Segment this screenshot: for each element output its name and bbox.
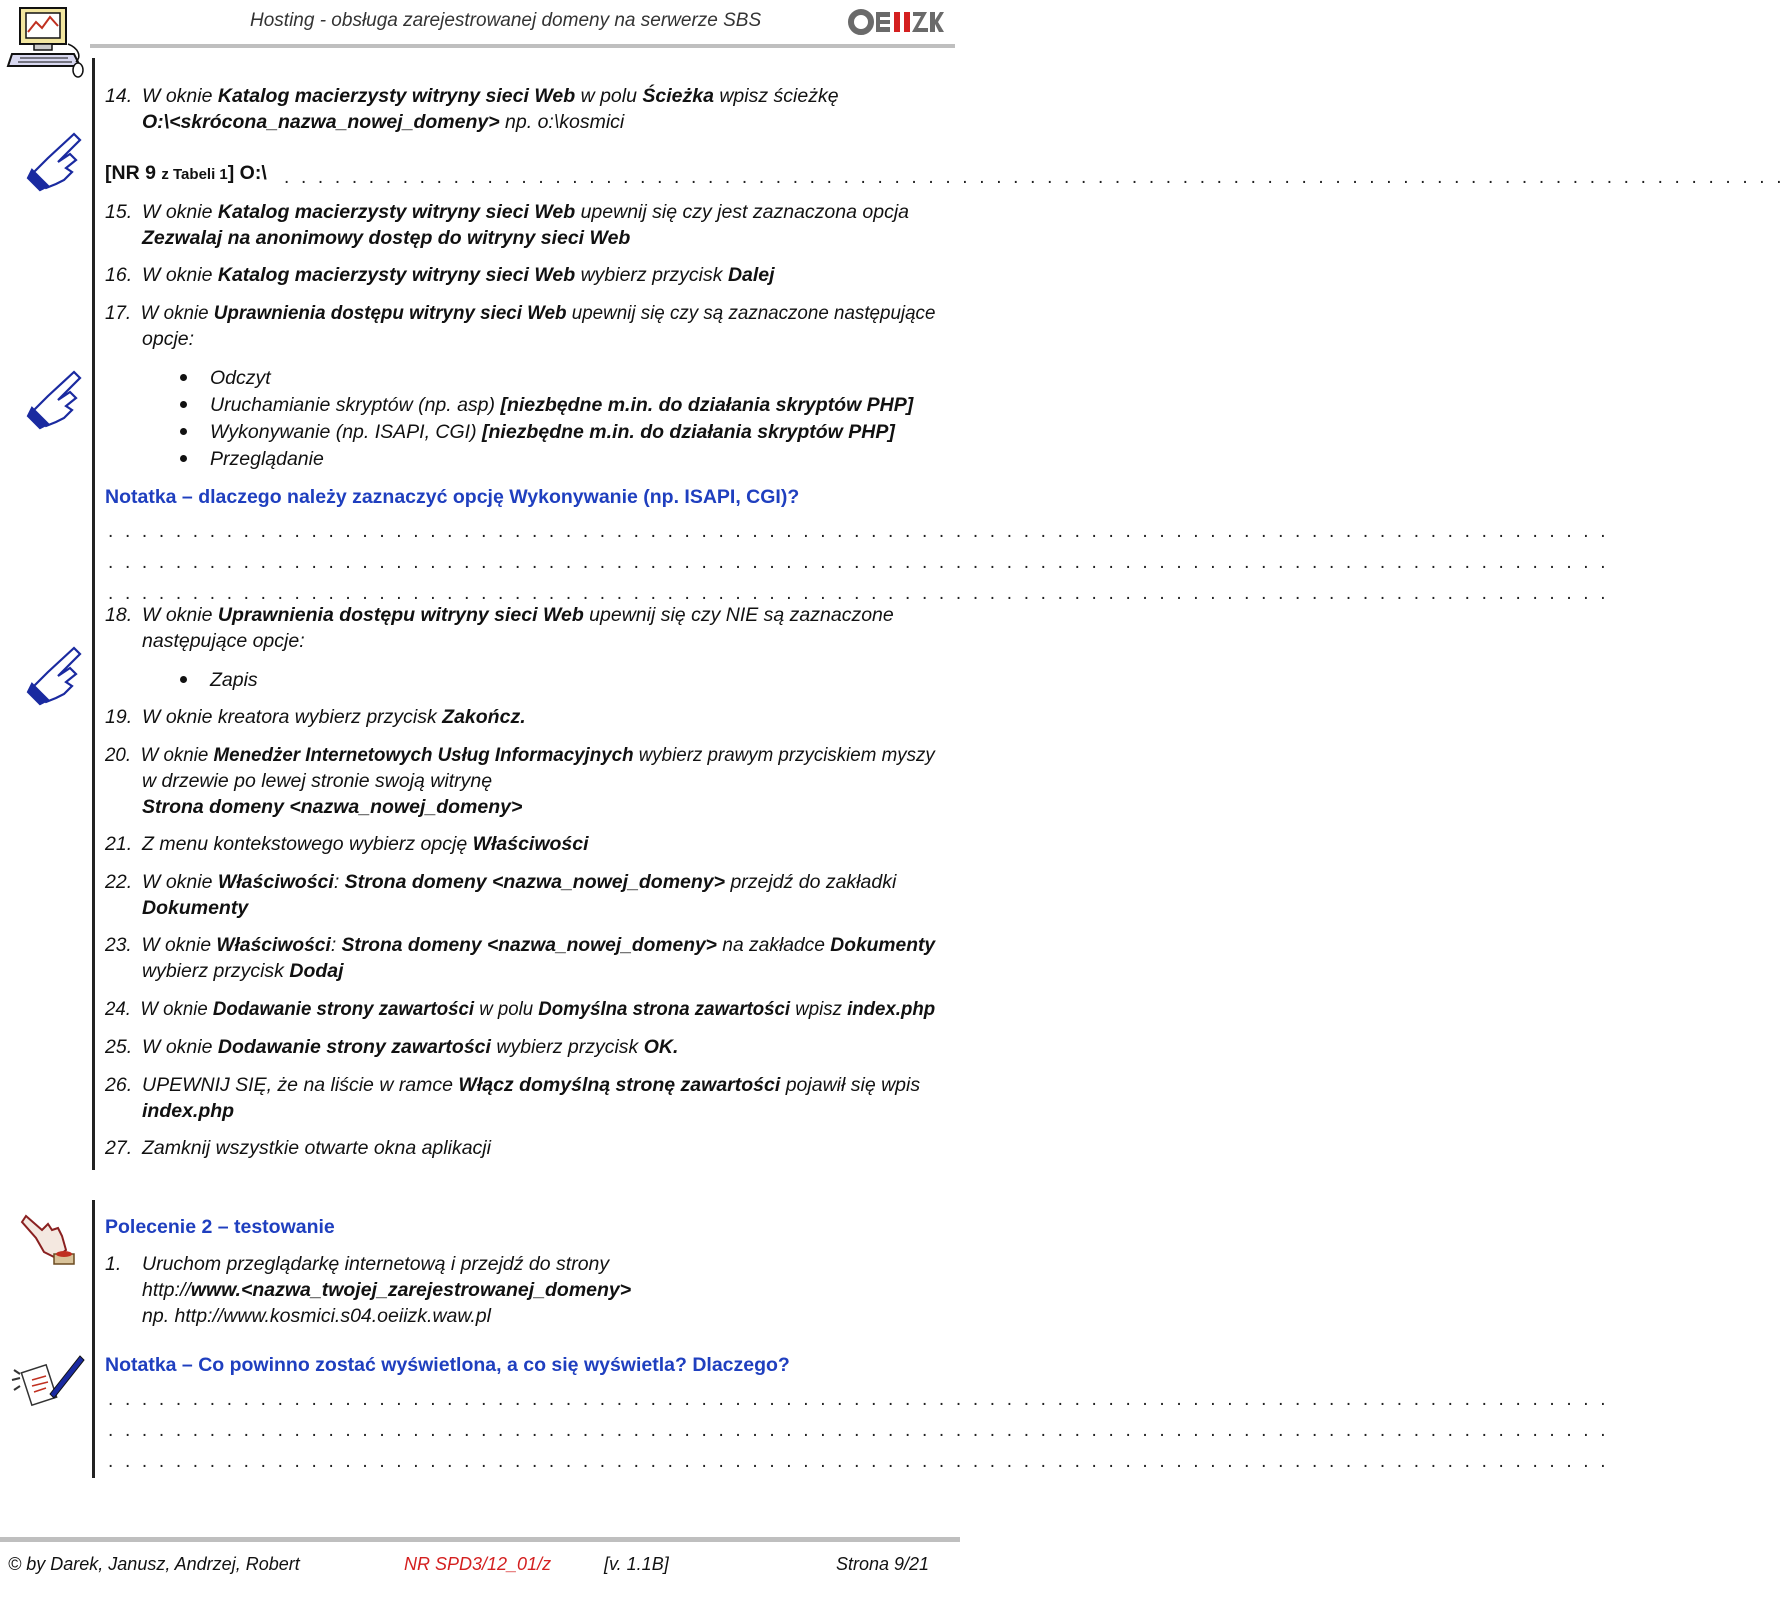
button-name: Dalej [727, 264, 775, 286]
window-name: Uprawnienia dostępu witryny sieci Web [217, 604, 584, 626]
option-item [210, 446, 324, 472]
button-name: Dodaj [289, 960, 344, 982]
text: upewnij się czy jest zaznaczona opcja [575, 201, 909, 223]
bullet [180, 374, 187, 381]
note-required: [niezbędne m.in. do działania skryptów PHP] [482, 421, 895, 443]
step-number: 24. [105, 998, 131, 1020]
step-number: 25. [105, 1036, 133, 1058]
text: http:// [142, 1279, 191, 1301]
step-number: 14. [105, 85, 133, 107]
bullet [180, 455, 187, 462]
answer-dots: . . . . . . . . . . . . . . . . . . . . . . . . . . . . . . . . . . . . . . . . . . . . . . . . . . . . . . . . . . . . . . . . . . . . . . . . . . . . . . . . . . . . . . . . . [108, 583, 1609, 604]
nr-table-ref: z Tabeli 1 [161, 166, 228, 183]
window-name: Katalog macierzysty witryny sieci Web [217, 85, 576, 107]
section-bar [92, 1200, 95, 1478]
step-16 [105, 262, 775, 288]
text: W oknie kreatora wybierz przycisk [142, 706, 443, 728]
step-14 [105, 83, 839, 109]
option-item [210, 365, 271, 391]
step-25 [105, 1034, 678, 1060]
step-23 [105, 932, 935, 958]
button-name: OK. [643, 1036, 679, 1058]
step-number: 21. [105, 833, 133, 855]
task-2-step-1-line3: np. http://www.kosmici.s04.oeiizk.waw.pl [142, 1305, 491, 1327]
text: UPEWNIJ SIĘ, że na liście w ramce [142, 1074, 459, 1096]
answer-dots: . . . . . . . . . . . . . . . . . . . . . . . . . . . . . . . . . . . . . . . . . . . . . . . . . . . . . . . . . . . . . . . . . . . . . . . . . . . . . . . . . . . . . . . . . [108, 552, 1609, 573]
text: pojawił się wpis [780, 1074, 921, 1096]
text: np. o:\kosmici [499, 111, 625, 133]
step-14-line2 [142, 109, 624, 135]
text: upewnij się czy NIE są zaznaczone [583, 604, 894, 626]
window-name: Katalog macierzysty witryny sieci Web [217, 264, 576, 286]
window-name: Właściwości [216, 934, 331, 956]
step-20-line3 [142, 794, 522, 820]
text: W oknie [140, 744, 214, 766]
bullet [180, 428, 187, 435]
hand-pressing-button-icon [18, 1208, 80, 1275]
step-22-line2 [142, 895, 248, 921]
option-item [210, 392, 913, 418]
text: Zamknij wszystkie otwarte okna aplikacji [142, 1137, 491, 1159]
step-20 [105, 742, 935, 768]
answer-dots: . . . . . . . . . . . . . . . . . . . . . . . . . . . . . . . . . . . . . . . . . . . . . . . . . . . . . . . . . . . . . . . . . . . . . . . . . . . . . . . . . . . . . . . . . [284, 167, 1785, 188]
step-number: 17. [105, 302, 132, 324]
footer-authors: © by Darek, Janusz, Andrzej, Robert [8, 1554, 300, 1574]
text: wpisz ścieżkę [713, 85, 839, 107]
nr-path: ] O:\ [227, 162, 267, 184]
path-value: O:\<skrócona_nazwa_nowej_domeny> [142, 111, 500, 133]
text: W oknie [141, 934, 217, 956]
site-name: Strona domeny <nazwa_nowej_domeny> [344, 871, 726, 893]
header-rule [90, 44, 955, 48]
text: Uruchamianie skryptów (np. asp) [210, 394, 501, 416]
window-name: Uprawnienia dostępu witryny sieci Web [213, 302, 567, 324]
answer-dots: . . . . . . . . . . . . . . . . . . . . . . . . . . . . . . . . . . . . . . . . . . . . . . . . . . . . . . . . . . . . . . . . . . . . . . . . . . . . . . . . . . . . . . . . . [108, 521, 1609, 542]
step-number: 18. [105, 604, 133, 626]
step-number: 26. [105, 1074, 133, 1096]
window-name: Menedżer Internetowych Usług Informacyjnych [213, 744, 634, 766]
step-15-line2 [142, 225, 630, 251]
button-name: Zakończ. [442, 706, 526, 728]
step-number: 1. [105, 1253, 122, 1275]
option-item: Zapis [210, 669, 258, 691]
document-header-title: Hosting - obsługa zarejestrowanej domeny na serwerze SBS [250, 10, 762, 31]
task-2-step-1-line2 [142, 1277, 631, 1303]
text: W oknie [142, 604, 218, 626]
step-18 [105, 602, 894, 628]
nr-label: [NR 9 [105, 162, 162, 184]
text: : [330, 934, 342, 956]
text: Uruchom przeglądarkę internetową i przejdź do strony [142, 1253, 610, 1275]
field-name: Domyślna strona zawartości [538, 998, 791, 1020]
window-name: Dodawanie strony zawartości [212, 998, 475, 1020]
answer-dots: . . . . . . . . . . . . . . . . . . . . . . . . . . . . . . . . . . . . . . . . . . . . . . . . . . . . . . . . . . . . . . . . . . . . . . . . . . . . . . . . . . . . . . . . . [108, 1451, 1609, 1472]
step-number: 20. [105, 744, 132, 766]
nr-answer-line [105, 160, 267, 188]
frame-name: Włącz domyślną stronę zawartości [458, 1074, 781, 1096]
bullet [180, 676, 187, 683]
step-23-line2 [142, 958, 344, 984]
step-number: 22. [105, 871, 133, 893]
writing-pen-note-icon [10, 1350, 86, 1417]
bullet [180, 401, 187, 408]
footer-page-number: Strona 9/21 [836, 1554, 930, 1574]
step-21 [105, 831, 589, 857]
text: przejdź do zakładki [725, 871, 897, 893]
option-item [210, 419, 895, 445]
answer-dots: . . . . . . . . . . . . . . . . . . . . . . . . . . . . . . . . . . . . . . . . . . . . . . . . . . . . . . . . . . . . . . . . . . . . . . . . . . . . . . . . . . . . . . . . . [108, 1389, 1609, 1410]
note-heading: Notatka – Co powinno zostać wyświetlona, a co się wyświetla? Dlaczego? [105, 1354, 790, 1376]
text: na zakładce [716, 934, 831, 956]
site-name: Strona domeny <nazwa_nowej_domeny> [341, 934, 717, 956]
text: W oknie [140, 998, 213, 1020]
tab-name: Dokumenty [142, 897, 249, 919]
tab-name: Dokumenty [830, 934, 936, 956]
footer-rule [0, 1537, 960, 1542]
text: Z menu kontekstowego wybierz opcję [142, 833, 473, 855]
window-name: Właściwości [217, 871, 334, 893]
text: W oknie [142, 201, 218, 223]
file-name: index.php [847, 998, 936, 1020]
menu-option: Właściwości [472, 833, 589, 855]
step-19 [105, 704, 526, 730]
footer-version: [v. 1.1B] [604, 1554, 669, 1574]
domain-placeholder: www.<nazwa_twojej_zarejestrowanej_domeny> [190, 1279, 632, 1301]
window-name: Katalog macierzysty witryny sieci Web [217, 201, 576, 223]
footer-document-number: NR SPD3/12_01/z [404, 1554, 552, 1574]
text: w polu [575, 85, 643, 107]
note-heading: Notatka – dlaczego należy zaznaczyć opcję Wykonywanie (np. ISAPI, CGI)? [105, 486, 800, 508]
section-bar [92, 58, 95, 1170]
step-number: 23. [105, 934, 132, 956]
text: W oknie [142, 85, 218, 107]
step-number: 16. [105, 264, 133, 286]
text: wybierz przycisk [575, 264, 728, 286]
text: upewnij się czy są zaznaczone następujące [566, 302, 936, 324]
pointing-hand-icon [26, 368, 88, 435]
text: Wykonywanie (np. ISAPI, CGI) [210, 421, 483, 443]
text: wybierz prawym przyciskiem myszy [633, 744, 935, 766]
text: wybierz przycisk [142, 960, 290, 982]
pointing-hand-icon [26, 130, 88, 197]
computer-cartoon-icon [6, 4, 86, 80]
window-name: Dodawanie strony zawartości [217, 1036, 491, 1058]
text: Odczyt [210, 367, 271, 389]
note-required: [niezbędne m.in. do działania skryptów PHP] [500, 394, 914, 416]
step-24 [105, 996, 935, 1022]
option-name: Zezwalaj na anonimowy dostęp do witryny sieci Web [142, 227, 631, 249]
text: wpisz [790, 998, 848, 1020]
step-26-line2 [142, 1098, 234, 1124]
step-15 [105, 199, 909, 225]
step-number: 15. [105, 201, 133, 223]
step-27 [105, 1135, 491, 1161]
text: W oknie [142, 871, 218, 893]
step-17 [105, 300, 935, 326]
oeiizk-logo [848, 8, 944, 41]
step-26 [105, 1072, 920, 1098]
field-name: Ścieżka [642, 85, 714, 107]
task-2-step-1 [105, 1251, 609, 1277]
step-18-line2: następujące opcje: [142, 630, 305, 652]
task-2-heading: Polecenie 2 – testowanie [105, 1216, 335, 1238]
text: W oknie [140, 302, 214, 324]
step-17-line2: opcje: [142, 328, 195, 350]
text: wybierz przycisk [490, 1036, 644, 1058]
step-number: 19. [105, 706, 133, 728]
answer-dots: . . . . . . . . . . . . . . . . . . . . . . . . . . . . . . . . . . . . . . . . . . . . . . . . . . . . . . . . . . . . . . . . . . . . . . . . . . . . . . . . . . . . . . . . . [108, 1420, 1609, 1441]
file-name: index.php [142, 1100, 235, 1122]
text: W oknie [142, 264, 218, 286]
text: W oknie [142, 1036, 218, 1058]
text: : [333, 871, 345, 893]
text: Przeglądanie [210, 448, 324, 470]
step-20-line2: w drzewie po lewej stronie swoją witrynę [142, 770, 493, 792]
text: w polu [474, 998, 539, 1020]
step-number: 27. [105, 1137, 133, 1159]
step-22 [105, 869, 896, 895]
site-name: Strona domeny <nazwa_nowej_domeny> [142, 796, 523, 818]
pointing-hand-icon [26, 644, 88, 711]
